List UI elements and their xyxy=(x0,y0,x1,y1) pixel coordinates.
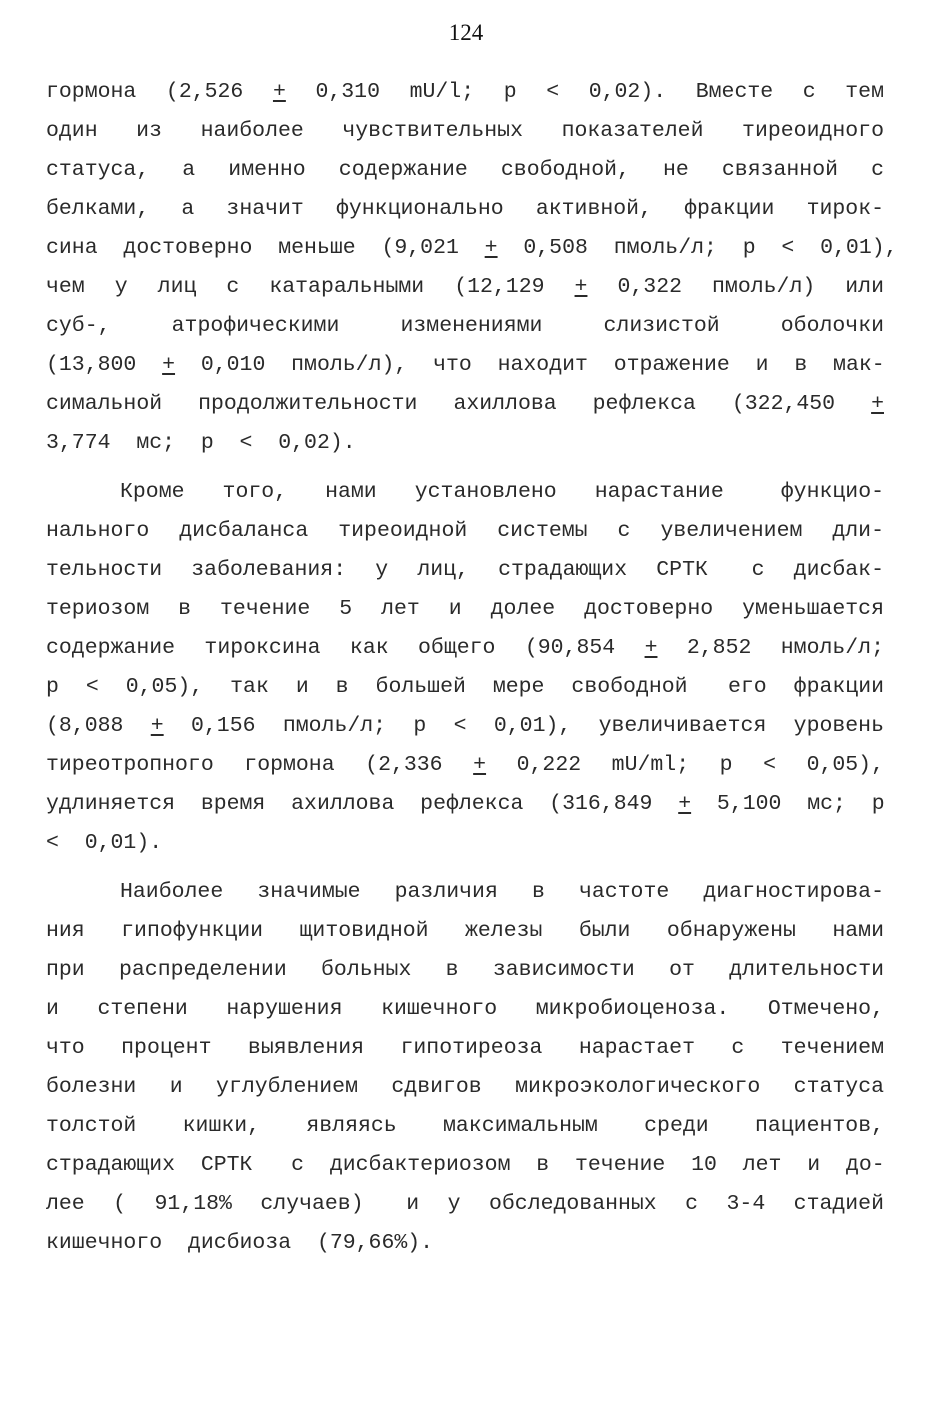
plus-minus-sign: + xyxy=(644,636,658,660)
plus-minus-sign: + xyxy=(484,236,498,260)
paragraph xyxy=(46,873,884,1263)
text-line: толстой кишки, являясь максимальным среди пациентов, xyxy=(46,1114,884,1138)
text-line: < 0,01). xyxy=(46,831,163,855)
text-line: нального дисбаланса тиреоидной системы с увеличением дли- xyxy=(46,519,884,543)
text-line: (8,088 + 0,156 пмоль/л; р < 0,01), увеличивается уровень xyxy=(46,714,884,738)
text-line: болезни и углублением сдвигов микроэкологического статуса xyxy=(46,1075,884,1099)
paragraph xyxy=(46,473,884,863)
text-line: статуса, а именно содержание свободной, не связанной с xyxy=(46,158,884,182)
plus-minus-sign: + xyxy=(871,392,884,416)
plus-minus-sign: + xyxy=(272,80,286,104)
text-line: удлиняется время ахиллова рефлекса (316,849 + 5,100 мс; р xyxy=(46,792,885,816)
text-line: Кроме того, нами установлено нарастание функцио- xyxy=(120,480,884,504)
text-line: симальной продолжительности ахиллова рефлекса (322,450 + xyxy=(46,392,884,416)
text-line: лее ( 91,18% случаев) и у обследованных с 3-4 стадией xyxy=(46,1192,884,1216)
text-line: р < 0,05), так и в большей мере свободной его фракции xyxy=(46,675,884,699)
text-line: (13,800 + 0,010 пмоль/л), что находит отражение и в мак- xyxy=(46,353,885,377)
text-line: страдающих СРТК с дисбактериозом в течение 10 лет и до- xyxy=(46,1153,885,1177)
text-line: белками, а значит функционально активной, фракции тирок- xyxy=(46,197,884,221)
text-line: кишечного дисбиоза (79,66%). xyxy=(46,1231,434,1255)
plus-minus-sign: + xyxy=(574,275,588,299)
plus-minus-sign: + xyxy=(150,714,164,738)
text-line: Наиболее значимые различия в частоте диагностирова- xyxy=(120,880,884,904)
text-line: при распределении больных в зависимости от длительности xyxy=(46,958,884,982)
text-line: териозом в течение 5 лет и долее достоверно уменьшается xyxy=(46,597,884,621)
plus-minus-sign: + xyxy=(473,753,487,777)
paragraph xyxy=(46,73,898,463)
text-line: сина достоверно меньше (9,021 + 0,508 пмоль/л; р < 0,01), xyxy=(46,236,898,260)
text-line: содержание тироксина как общего (90,854 + 2,852 нмоль/л; xyxy=(46,636,884,660)
plus-minus-sign: + xyxy=(678,792,692,816)
text-line: тиреотропного гормона (2,336 + 0,222 mU/ml; р < 0,05), xyxy=(46,753,884,777)
text-line: ния гипофункции щитовидной железы были обнаружены нами xyxy=(46,919,884,943)
text-line: суб-, атрофическими изменениями слизистой оболочки xyxy=(46,314,884,338)
text-line: 3,774 мс; р < 0,02). xyxy=(46,431,356,455)
text-line: что процент выявления гипотиреоза нарастает с течением xyxy=(46,1036,884,1060)
text-line: тельности заболевания: у лиц, страдающих СРТК с дисбак- xyxy=(46,558,884,582)
text-line: гормона (2,526 + 0,310 mU/l; p < 0,02). Вместе с тем xyxy=(46,80,884,104)
plus-minus-sign: + xyxy=(162,353,176,377)
page-number: 124 xyxy=(448,20,484,45)
text-line: один из наиболее чувствительных показателей тиреоидного xyxy=(46,119,884,143)
text-line: чем у лиц с катаральными (12,129 + 0,322 пмоль/л) или xyxy=(46,275,884,299)
text-line: и степени нарушения кишечного микробиоценоза. Отмечено, xyxy=(46,997,884,1021)
